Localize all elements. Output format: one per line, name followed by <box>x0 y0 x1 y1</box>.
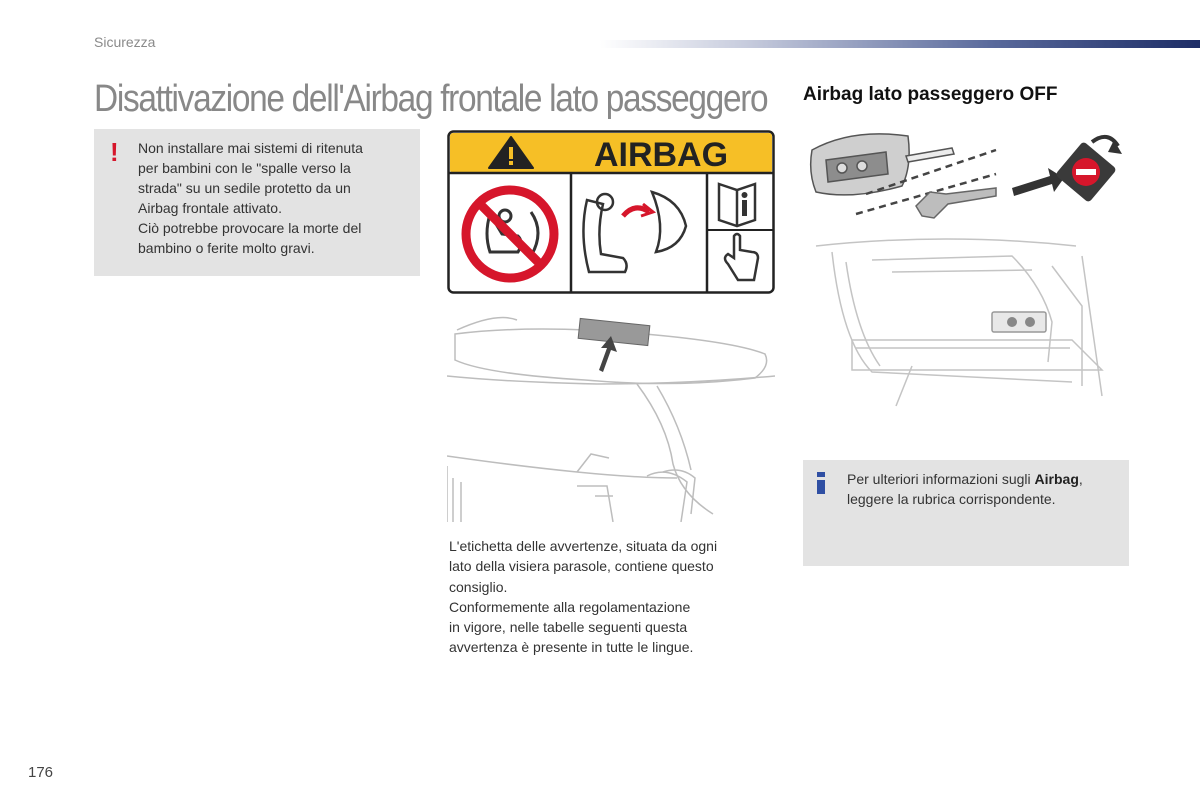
info-text-bold: Airbag <box>1034 471 1079 487</box>
caption-line: consiglio. <box>449 578 508 595</box>
page-number: 176 <box>28 764 54 781</box>
key-and-switch-illustration <box>806 128 1126 220</box>
fast-forward-arrows-icon <box>1012 168 1064 196</box>
warning-line: Ciò potrebbe provocare la morte del <box>138 220 362 236</box>
caption-line: lato della visiera parasole, contiene questo <box>449 558 714 575</box>
warning-line: bambino o ferite molto gravi. <box>138 240 315 256</box>
warning-line: Non installare mai sistemi di ritenuta <box>138 140 363 156</box>
info-text-before: Per ulteriori informazioni sugli <box>847 471 1035 487</box>
caption-line: L'etichetta delle avvertenze, situata da ogni <box>449 538 718 554</box>
airbag-banner-text: AIRBAG <box>593 136 729 174</box>
warning-line: Airbag frontale attivato. <box>138 200 282 216</box>
section-label: Sicurezza <box>94 34 156 50</box>
caption-line: Conformemente alla regolamentazione <box>449 598 691 615</box>
glovebox-illustration <box>812 236 1112 412</box>
info-icon <box>817 472 825 494</box>
airbag-switch-icon <box>1055 141 1117 203</box>
rotate-arrow-icon <box>1092 137 1122 154</box>
warning-sticker <box>578 318 650 345</box>
warning-box <box>94 129 420 276</box>
car-key-icon <box>811 134 954 195</box>
airbag-switch-slot-icon <box>992 312 1046 332</box>
sun-visor-illustration <box>447 306 775 522</box>
header-band <box>600 40 1200 48</box>
page-title: Disattivazione dell'Airbag frontale lato passeggero <box>94 78 768 120</box>
warning-text <box>138 138 408 258</box>
info-text-after: , <box>1078 471 1083 487</box>
airbag-warning-label <box>447 130 775 294</box>
warning-line: per bambini con le "spalle verso la <box>138 160 351 176</box>
warning-exclamation-icon: ! <box>110 137 119 167</box>
caption-line: avvertenza è presente in tutte le lingue. <box>449 639 694 656</box>
info-line: leggere la rubrica corrispondente. <box>847 491 1056 507</box>
info-line <box>847 469 1119 489</box>
caption-line: in vigore, nelle tabelle seguenti questa <box>449 619 688 636</box>
warning-line: strada" su un sedile protetto da un <box>138 180 351 196</box>
info-text <box>847 469 1119 509</box>
info-box <box>803 460 1129 566</box>
no-rear-facing-child-seat-icon <box>466 190 554 278</box>
label-caption <box>449 536 754 658</box>
right-heading: Airbag lato passeggero OFF <box>803 84 1058 105</box>
